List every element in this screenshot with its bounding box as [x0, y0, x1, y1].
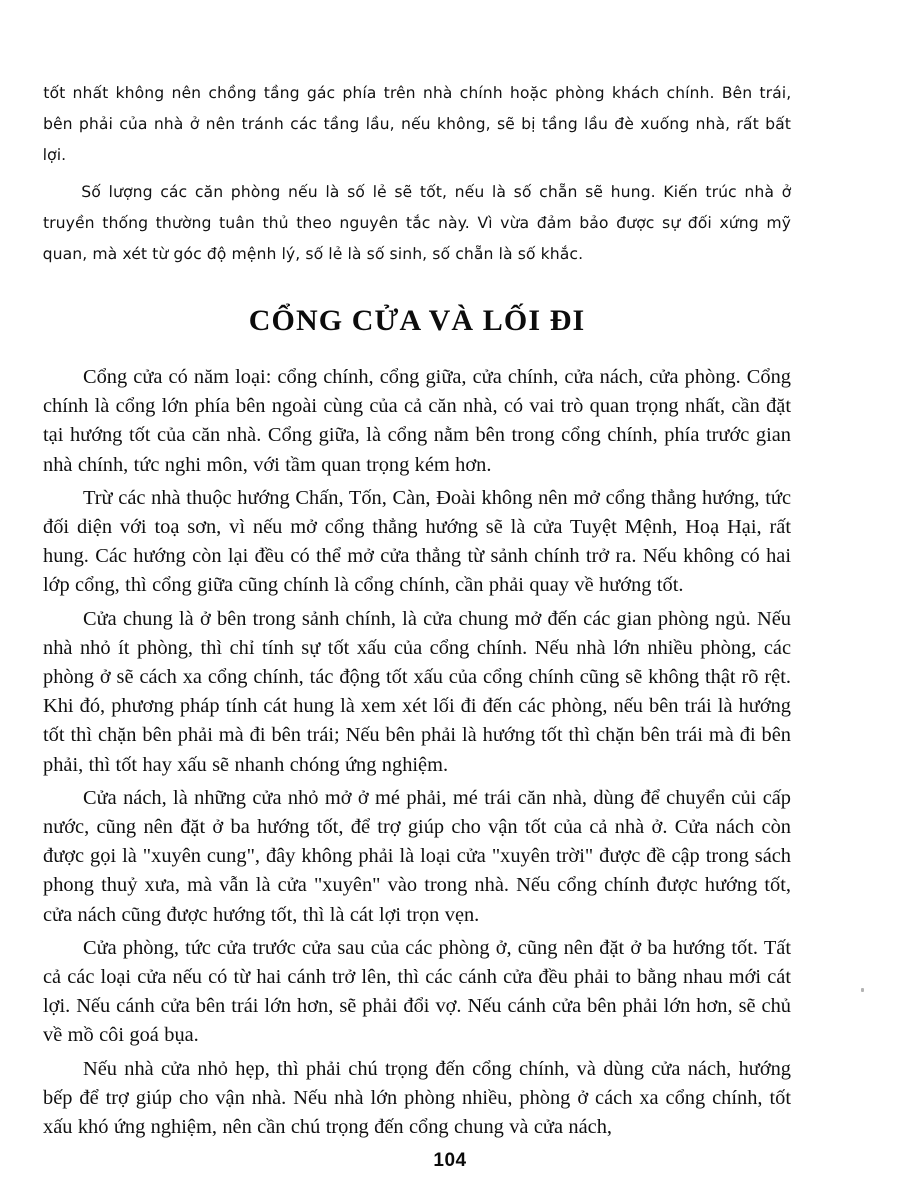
body-paragraph-3: Cửa chung là ở bên trong sảnh chính, là cửa chung mở đến các gian phòng ngủ. Nếu nhà nhỏ ít phòng, thì chỉ tính sự tốt xấu của cổng chính. Nếu nhà lớn nhiều phòng, các phòng ở sẽ cách xa cổng chính, tác động tốt xấu của cổng chính cũng sẽ không thật rõ rệt. Khi đó, phương pháp tính cát hung là xem xét lối đi đến các phòng, nếu bên trái là hướng tốt thì chặn bên phải mà đi bên trái; Nếu bên phải là hướng tốt thì chặn bên trái mà đi bên phải, thì tốt hay xấu sẽ nhanh chóng ứng nghiệm.	[43, 607, 791, 776]
body-paragraph-1: Cổng cửa có năm loại: cổng chính, cổng giữa, cửa chính, cửa nách, cửa phòng. Cổng chính là cổng lớn phía bên ngoài cùng của cả căn nhà, có vai trò quan trọng nhất, cần đặt tại hướng tốt của căn nhà. Cổng giữa, là cổng nằm bên trong cổng chính, phía trước gian nhà chính, tức nghi môn, với tầm quan trọng kém hơn.	[43, 366, 791, 476]
scan-artifact-speck	[861, 988, 864, 992]
body-paragraph-6: Nếu nhà cửa nhỏ hẹp, thì phải chú trọng đến cổng chính, và dùng cửa nách, hướng bếp để trợ giúp cho vận nhà. Nếu nhà lớn phòng nhiều, phòng ở cách xa cổng chính, tốt xấu khó ứng nghiệm, nên cần chú trọng đến cổng chung và cửa nách,	[43, 1057, 791, 1139]
carryover-paragraph-2: Số lượng các căn phòng nếu là số lẻ sẽ tốt, nếu là số chẵn sẽ hung. Kiến trúc nhà ở truyền thống thường tuân thủ theo nguyên tắc này. Vì vừa đảm bảo được sự đối xứng mỹ quan, mà xét từ góc độ mệnh lý, số lẻ là số sinh, số chẵn là số khắc.	[42, 183, 792, 263]
carryover-paragraph-1: tốt nhất không nên chồng tầng gác phía trên nhà chính hoặc phòng khách chính. Bên trái, bên phải của nhà ở nên tránh các tầng lầu, nếu không, sẽ bị tầng lầu đè xuống nhà, rất bất lợi.	[42, 84, 792, 164]
section-heading: CỔNG CỬA VÀ LỐI ĐI	[248, 304, 586, 337]
body-paragraph-4: Cửa nách, là những cửa nhỏ mở ở mé phải, mé trái căn nhà, dùng để chuyển củi cấp nước, cũng nên đặt ở ba hướng tốt, để trợ giúp cho vận tốt của cả nhà ở. Cửa nách còn được gọi là "xuyên cung", đây không phải là loại cửa "xuyên trời" được đề cập trong sách phong thuỷ xưa, mà vẫn là cửa "xuyên" vào trong nhà. Nếu cổng chính được hướng tốt, cửa nách cũng được hướng tốt, thì là cát lợi trọn vẹn.	[43, 786, 791, 926]
page-content	[43, 78, 791, 1142]
body-paragraph-5: Cửa phòng, tức cửa trước cửa sau của các phòng ở, cũng nên đặt ở ba hướng tốt. Tất cả các loại cửa nếu có từ hai cánh trở lên, thì các cánh cửa đều phải to bằng nhau mới cát lợi. Nếu cánh cửa bên trái lớn hơn, sẽ phải đổi vợ. Nếu cánh cửa bên phải lớn hơn, sẽ chủ về mồ côi goá bụa.	[43, 936, 791, 1047]
body-paragraph-2: Trừ các nhà thuộc hướng Chấn, Tốn, Càn, Đoài không nên mở cổng thẳng hướng, tức đối diện với toạ sơn, vì nếu mở cổng thẳng hướng sẽ là cửa Tuyệt Mệnh, Hoạ Hại, rất hung. Các hướng còn lại đều có thể mở cửa thẳng từ sảnh chính trở ra. Nếu không có hai lớp cổng, thì cổng giữa cũng chính là cổng chính, cần phải quay về hướng tốt.	[43, 486, 791, 597]
page-number: 104	[433, 1150, 467, 1171]
